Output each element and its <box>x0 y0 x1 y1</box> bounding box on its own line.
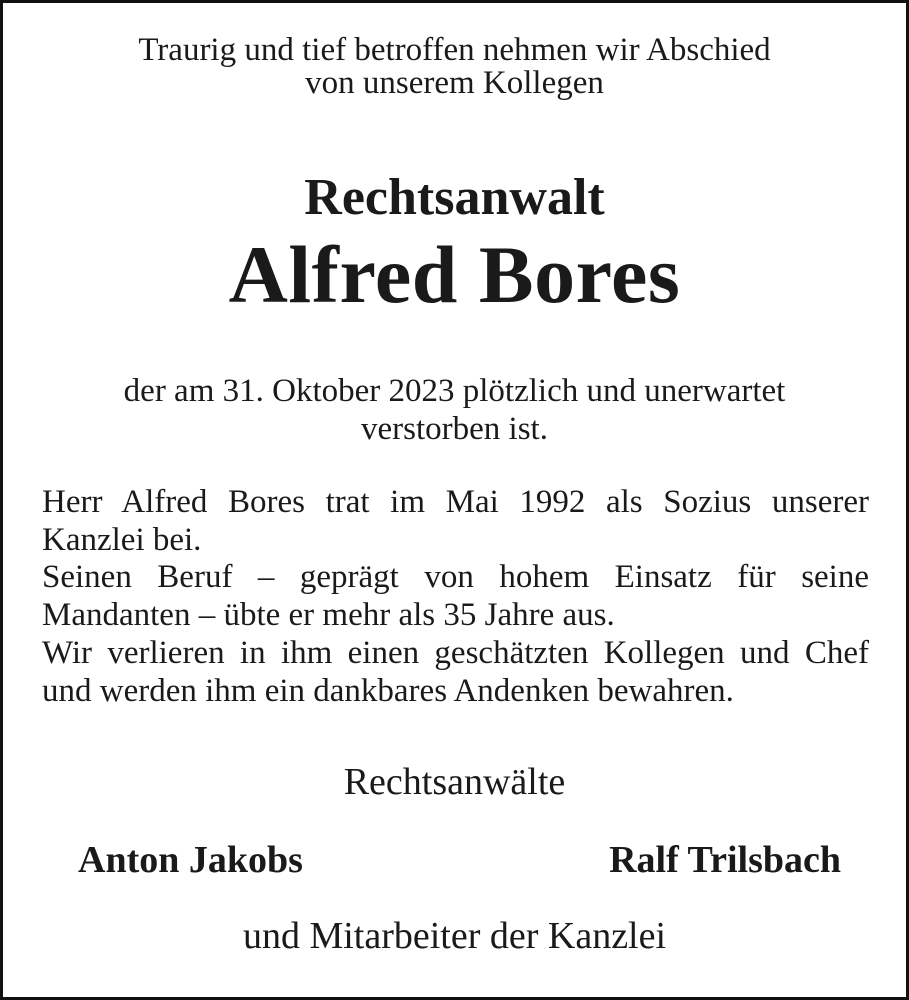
intro-text <box>0 34 909 100</box>
paragraph-line: Herr Alfred Bores trat im Mai 1992 als Sozius unserer <box>42 484 869 520</box>
intro-line: Traurig und tief betroffen nehmen wir Abschied <box>138 32 771 68</box>
paragraph-line: Mandanten – übte er mehr als 35 Jahre aus. <box>42 597 615 634</box>
signers-heading: Rechtsanwälte <box>343 761 566 803</box>
death-statement <box>0 372 909 448</box>
intro-line: von unserem Kollegen <box>305 65 604 101</box>
death-line: verstorben ist. <box>361 411 548 447</box>
signer-name: Anton Jakobs <box>78 839 303 881</box>
deceased-title: Rechtsanwalt <box>304 169 605 226</box>
paragraph-line: Seinen Beruf – geprägt von hohem Einsatz für seine <box>42 559 869 596</box>
paragraph-line: Wir verlieren in ihm einen geschätzten Kollegen und Chef <box>42 634 869 671</box>
paragraph-line: und werden ihm ein dankbares Andenken bewahren. <box>42 672 734 709</box>
deceased-name: Alfred Bores <box>228 229 681 320</box>
death-line: der am 31. Oktober 2023 plötzlich und unerwartet <box>123 373 786 409</box>
paragraph-line: Kanzlei bei. <box>42 521 202 558</box>
signer-name: Ralf Trilsbach <box>609 839 841 881</box>
tribute-paragraph <box>42 484 869 710</box>
closing-line: und Mitarbeiter der Kanzlei <box>242 915 667 957</box>
